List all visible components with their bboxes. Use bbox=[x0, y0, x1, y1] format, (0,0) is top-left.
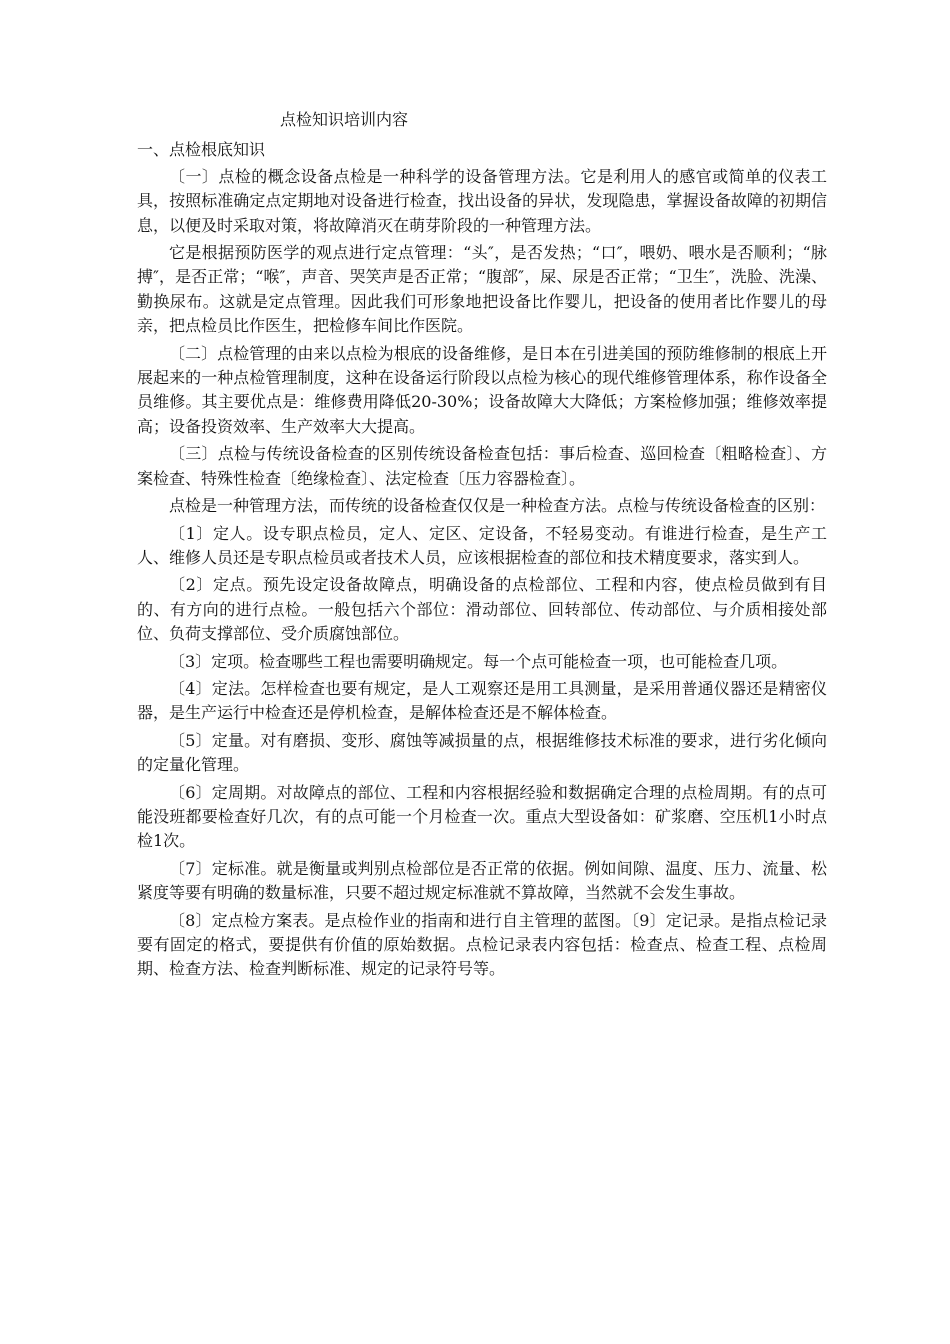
paragraph-4: 〔三〕点检与传统设备检查的区别传统设备检查包括：事后检查、巡回检查〔粗略检查〕、方案检查、特殊性检查〔绝缘检查〕、法定检查〔压力容器检查〕。 bbox=[137, 444, 827, 488]
paragraph-9: 〔4〕定法。怎样检查也要有规定，是人工观察还是用工具测量，是采用普通仪器还是精密仪器，是生产运行中检查还是停机检查，是解体检查还是不解体检查。 bbox=[137, 678, 827, 723]
paragraph-13: 〔8〕定点检方案表。是点检作业的指南和进行自主管理的蓝图。〔9〕定记录。是指点检记录要有固定的格式，要提供有价值的原始数据。点检记录表内容包括：检查点、检查工程、点检周期、检查方法、检查判断标准、规定的记录符号等。 bbox=[137, 910, 827, 979]
paragraph-3: 〔二〕点检管理的由来以点检为根底的设备维修，是日本在引进美国的预防维修制的根底上开展起来的一种点检管理制度，这种在设备运行阶段以点检为核心的现代维修管理体系，称作设备全员维修。其主要优点是：维修费用降低20-30%；设备故障大大降低；方案检修加强；维修效率提高；设备投资效率、生产效率大大提高。 bbox=[137, 343, 827, 436]
paragraph-6: 〔1〕定人。设专职点检员，定人、定区、定设备，不轻易变动。有谁进行检查，是生产工人、维修人员还是专职点检员或者技术人员，应该根据检查的部位和技术精度要求，落实到人。 bbox=[137, 523, 827, 567]
paragraph-12: 〔7〕定标准。就是衡量或判别点检部位是否正常的依据。例如间隙、温度、压力、流量、松紧度等要有明确的数量标准，只要不超过规定标准就不算故障，当然就不会发生事故。 bbox=[137, 858, 827, 903]
paragraph-8: 〔3〕定项。检查哪些工程也需要明确规定。每一个点可能检查一项，也可能检查几项。 bbox=[169, 651, 788, 671]
section-heading: 一、点检根底知识 bbox=[137, 140, 266, 160]
document-title: 点检知识培训内容 bbox=[280, 110, 409, 129]
paragraph-5: 点检是一种管理方法，而传统的设备检查仅仅是一种检查方法。点检与传统设备检查的区别： bbox=[169, 496, 826, 516]
paragraph-2: 它是根据预防医学的观点进行定点管理：“头″，是否发热；“口″，喂奶、喂水是否顺利；“脉搏″，是否正常；“喉″，声音、哭笑声是否正常；“腹部″，屎、尿是否正常；“卫生″，洗脸、洗澡、勤换尿布。这就是定点管理。因此我们可形象地把设备比作婴儿，把设备的使用者比作婴儿的母亲，把点检员比作医生，把检修车间比作医院。 bbox=[137, 243, 827, 336]
paragraph-1: 〔一〕点检的概念设备点检是一种科学的设备管理方法。它是利用人的感官或简单的仪表工具，按照标准确定点定期地对设备进行检查，找出设备的异状，发现隐患，掌握设备故障的初期信息，以便及时采取对策，将故障消灭在萌芽阶段的一种管理方法。 bbox=[137, 166, 827, 235]
paragraph-10: 〔5〕定量。对有磨损、变形、腐蚀等减损量的点，根据维修技术标准的要求，进行劣化倾向的定量化管理。 bbox=[137, 730, 827, 775]
document-page bbox=[137, 108, 827, 985]
paragraph-11: 〔6〕定周期。对故障点的部位、工程和内容根据经验和数据确定合理的点检周期。有的点可能没班都要检查好几次，有的点可能一个月检查一次。重点大型设备如：矿浆磨、空压机1小时点检1次。 bbox=[137, 782, 827, 851]
paragraph-7: 〔2〕定点。预先设定设备故障点，明确设备的点检部位、工程和内容，使点检员做到有目的、有方向的进行点检。一般包括六个部位：滑动部位、回转部位、传动部位、与介质相接处部位、负荷支撑部位、受介质腐蚀部位。 bbox=[137, 575, 827, 644]
